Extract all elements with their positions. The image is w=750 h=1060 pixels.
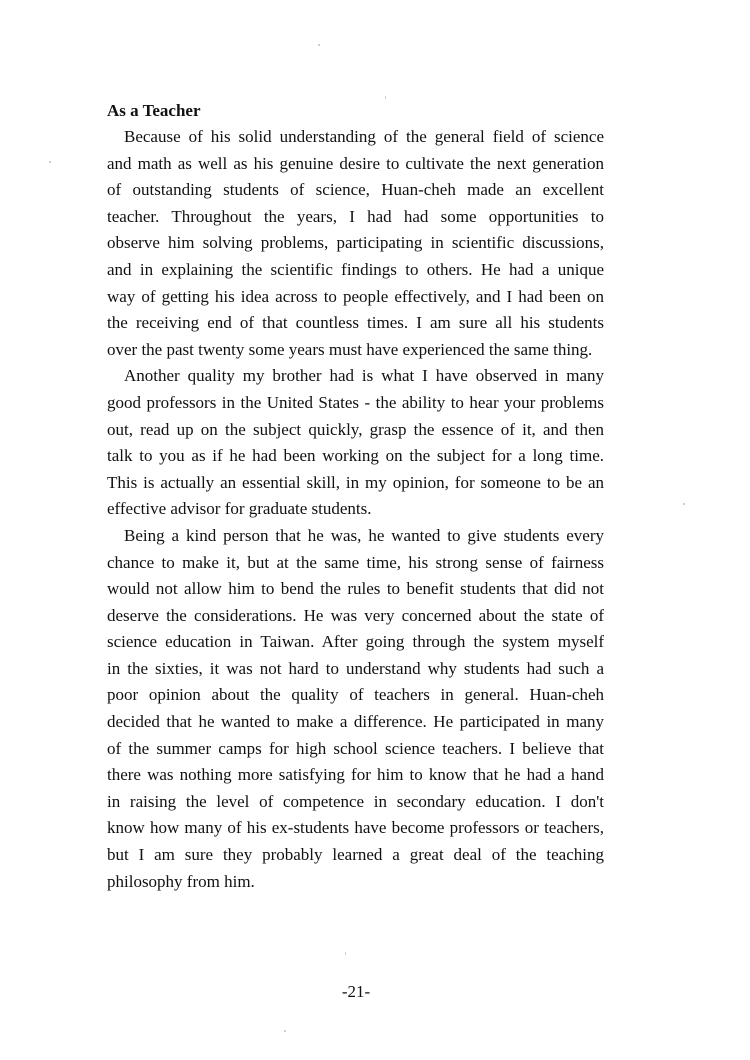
text-line: know how many of his ex-students have become professors or teachers, (107, 818, 604, 838)
text-line: but I am sure they probably learned a great deal of the teaching (107, 845, 604, 865)
text-line: observe him solving problems, participating in scientific discussions, (107, 233, 604, 253)
text-line: in the sixties, it was not hard to understand why students had such a (107, 658, 604, 678)
text-line: chance to make it, but at the same time, his strong sense of fairness (107, 552, 604, 572)
text-line: would not allow him to bend the rules to benefit students that did not (107, 579, 604, 599)
text-line: talk to you as if he had been working on the subject for a long time. (107, 446, 604, 466)
text-line: This is actually an essential skill, in my opinion, for someone to be an (107, 472, 604, 492)
section-heading: As a Teacher (107, 101, 201, 120)
document-body (107, 98, 604, 895)
text-line: of the summer camps for high school science teachers. I believe that (107, 738, 604, 758)
text-line: in raising the level of competence in secondary education. I don't (107, 791, 604, 811)
paragraph-3 (107, 523, 604, 895)
scan-speck (284, 1030, 286, 1032)
scan-speck (49, 161, 51, 163)
text-line: Because of his solid understanding of the general field of science (124, 127, 604, 146)
scan-speck (345, 952, 346, 955)
text-line: over the past twenty some years must have experienced the same thing. (107, 339, 593, 359)
text-line: decided that he wanted to make a difference. He participated in many (107, 712, 604, 732)
scan-speck (318, 44, 320, 46)
text-line: and math as well as his genuine desire to cultivate the next generation (107, 153, 604, 173)
text-line: way of getting his idea across to people effectively, and I had been on (107, 286, 604, 306)
text-line: and in explaining the scientific findings to others. He had a unique (107, 259, 604, 279)
text-line: philosophy from him. (107, 871, 255, 891)
text-line: science education in Taiwan. After going through the system myself (107, 632, 604, 652)
text-line: effective advisor for graduate students. (107, 499, 372, 519)
text-line: of outstanding students of science, Huan-cheh made an excellent (107, 180, 604, 200)
text-line: teacher. Throughout the years, I had had some opportunities to (107, 206, 604, 226)
text-line: out, read up on the subject quickly, grasp the essence of it, and then (107, 419, 604, 439)
scan-speck (683, 503, 685, 505)
text-line: deserve the considerations. He was very concerned about the state of (107, 605, 604, 625)
text-line: there was nothing more satisfying for him to know that he had a hand (107, 765, 604, 785)
paragraph-1 (107, 124, 604, 363)
text-line: the receiving end of that countless times. I am sure all his students (107, 313, 604, 333)
paragraph-2 (107, 363, 604, 523)
page-number: -21- (341, 982, 371, 1001)
text-line: good professors in the United States - the ability to hear your problems (107, 392, 604, 412)
text-line: poor opinion about the quality of teachers in general. Huan-cheh (107, 685, 604, 705)
text-line: Being a kind person that he was, he wanted to give students every (124, 525, 604, 545)
text-line: Another quality my brother had is what I have observed in many (124, 366, 604, 386)
